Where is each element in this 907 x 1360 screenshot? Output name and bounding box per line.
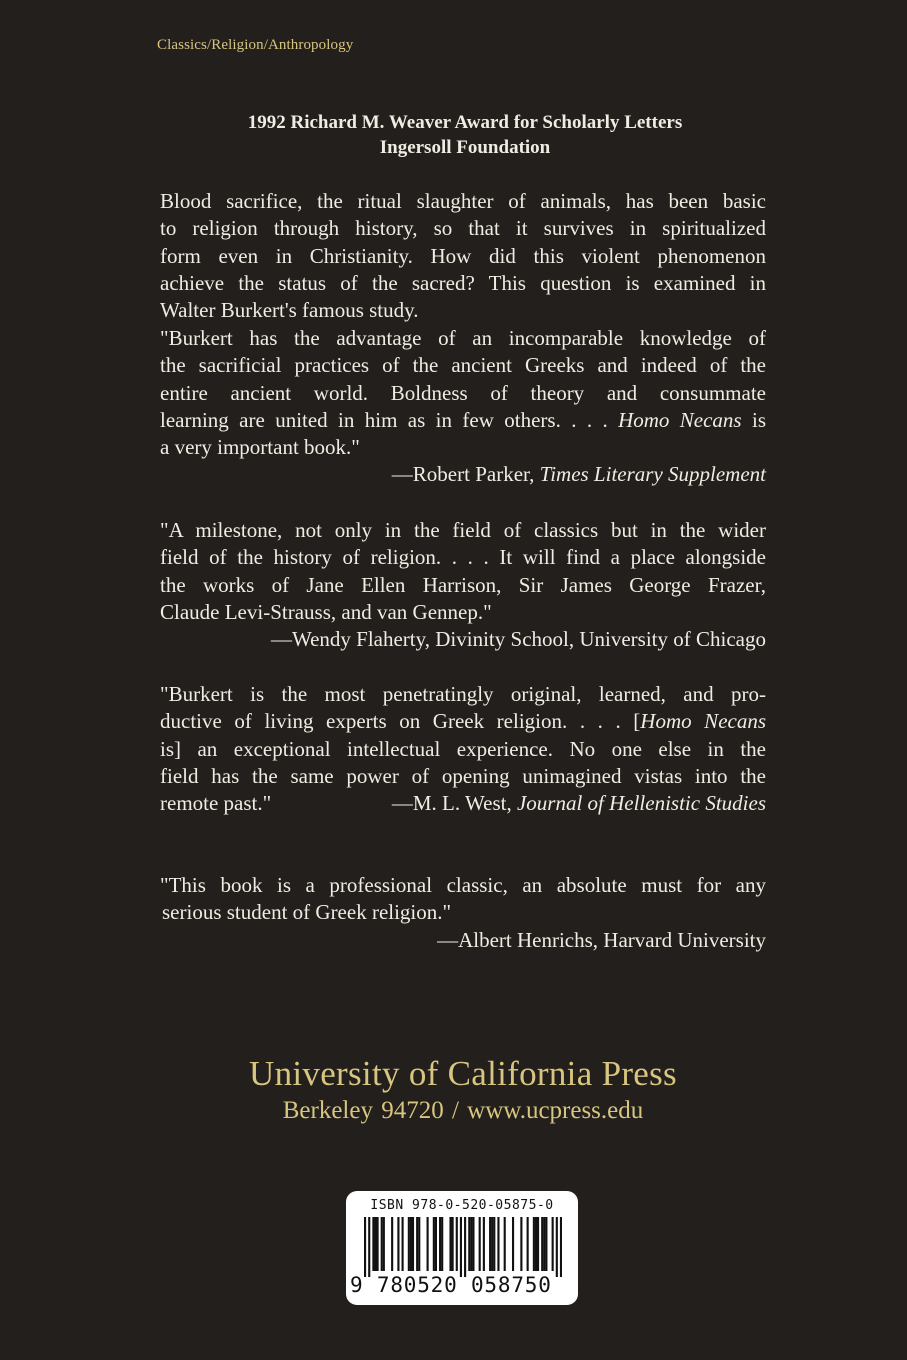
- barcode-bar: [397, 1217, 399, 1271]
- barcode-bar: [374, 1217, 376, 1271]
- quote-line: a very important book.": [160, 435, 360, 460]
- barcode-bar: [527, 1217, 529, 1271]
- quote-line: [160, 708, 766, 735]
- quote-attribution: [392, 790, 766, 817]
- quote-line: the sacrificial practices of the ancient Greeks and indeed of the: [160, 353, 766, 378]
- attribution-source: Times Literary Supplement: [539, 462, 766, 487]
- description-line: form even in Christianity. How did this violent phenomenon: [160, 243, 766, 268]
- barcode-bar: [427, 1217, 429, 1271]
- barcode-bar: [464, 1217, 466, 1277]
- barcode-bar: [472, 1217, 474, 1271]
- barcode-bar: [537, 1217, 539, 1271]
- barcode-bar: [383, 1217, 385, 1271]
- barcode-bar: [512, 1217, 514, 1271]
- barcode-bar: [435, 1217, 437, 1271]
- attribution-name: —Robert Parker,: [391, 462, 540, 487]
- quote-henrichs: [160, 872, 766, 954]
- quote-text: ductive of living experts on Greek religion. . . . [: [160, 709, 641, 734]
- barcode-digits: 9 780520 058750: [350, 1273, 552, 1297]
- quote-attribution: —Wendy Flaherty, Divinity School, University of Chicago: [270, 627, 766, 652]
- barcode-bar: [416, 1217, 418, 1271]
- quote-line: entire ancient world. Boldness of theory and consummate: [160, 380, 766, 405]
- barcode-bar: [433, 1217, 435, 1271]
- attribution-name: —M. L. West,: [391, 791, 517, 816]
- isbn-label: ISBN 978-0-520-05875-0: [370, 1198, 554, 1213]
- quote-text: learning are united in him as in few others. . . .: [160, 407, 619, 432]
- barcode-bar: [520, 1217, 522, 1271]
- quote-text: is: [741, 407, 766, 432]
- barcode-bar: [456, 1217, 458, 1271]
- barcode-bar: [535, 1217, 537, 1271]
- book-title: Homo Necans: [640, 709, 767, 734]
- quote-west: [160, 681, 766, 817]
- book-title: Homo Necans: [618, 407, 742, 432]
- barcode-bar: [439, 1217, 441, 1271]
- description-line: Blood sacrifice, the ritual slaughter of animals, has been basic: [160, 189, 766, 213]
- barcode-bar: [541, 1217, 543, 1271]
- barcode-bar: [491, 1217, 493, 1271]
- barcode-bar: [560, 1217, 562, 1277]
- barcode-bar: [533, 1217, 535, 1271]
- publisher-name: University of California Press: [249, 1054, 677, 1093]
- description-line: Walter Burkert's famous study.: [160, 298, 419, 323]
- description-line: to religion through history, so that it survives in spiritualized: [160, 216, 766, 241]
- barcode-bar: [412, 1217, 414, 1271]
- barcode-bars: [364, 1217, 562, 1277]
- barcode-bar: [552, 1217, 554, 1271]
- award-foundation: Ingersoll Foundation: [379, 137, 551, 158]
- barcode-bar: [368, 1217, 370, 1277]
- description-paragraph: [160, 188, 766, 324]
- quote-line: "Burkert is the most penetratingly original, learned, and pro-: [160, 682, 766, 706]
- quote-line: [160, 790, 766, 817]
- barcode-bar: [364, 1217, 366, 1277]
- quote-line: "A milestone, not only in the field of classics but in the wider: [160, 518, 766, 542]
- attribution-source: Journal of Hellenistic Studies: [516, 791, 766, 816]
- quote-line: is] an exceptional intellectual experience. No one else in the: [160, 736, 766, 761]
- quote-attribution: [160, 461, 766, 488]
- barcode-bar: [460, 1217, 462, 1277]
- barcode-bar: [372, 1217, 374, 1271]
- barcode-bar: [504, 1217, 506, 1271]
- barcode-bar: [479, 1217, 481, 1271]
- barcode-bar: [449, 1217, 451, 1271]
- category-label: Classics/Religion/Anthropology: [157, 37, 354, 53]
- barcode-bar: [391, 1217, 393, 1271]
- quote-line: field has the same power of opening unimagined vistas into the: [160, 763, 766, 788]
- barcode-bar: [489, 1217, 491, 1271]
- barcode-bar: [402, 1217, 404, 1271]
- quote-line: Claude Levi-Strauss, and van Gennep.": [160, 599, 492, 624]
- quote-line: [160, 407, 766, 434]
- quote-text: remote past.": [160, 791, 272, 816]
- barcode-bar: [468, 1217, 470, 1271]
- quote-line: "Burkert has the advantage of an incomparable knowledge of: [160, 326, 766, 350]
- description-line: achieve the status of the sacred? This question is examined in: [160, 270, 766, 295]
- quote-line: serious student of Greek religion.": [162, 900, 452, 925]
- barcode-bar: [556, 1217, 558, 1277]
- barcode-bar: [543, 1217, 545, 1271]
- barcode-bar: [441, 1217, 443, 1271]
- quote-flaherty: [160, 517, 766, 653]
- barcode-bar: [410, 1217, 412, 1271]
- barcode-bar: [470, 1217, 472, 1271]
- quote-line: "This book is a professional classic, an absolute must for any: [160, 873, 766, 897]
- barcode-bar: [497, 1217, 499, 1271]
- barcode-bar: [408, 1217, 410, 1271]
- isbn-barcode: [346, 1191, 578, 1305]
- award-title: 1992 Richard M. Weaver Award for Scholarly Letters: [247, 112, 683, 133]
- quote-line: field of the history of religion. . . . It will find a place alongside: [160, 545, 766, 570]
- barcode-bar: [483, 1217, 485, 1271]
- barcode-bar: [381, 1217, 383, 1271]
- quote-parker: [160, 325, 766, 489]
- quote-attribution: —Albert Henrichs, Harvard University: [437, 927, 766, 952]
- barcode-bar: [545, 1217, 547, 1271]
- barcode-bar: [452, 1217, 454, 1271]
- publisher-address: Berkeley 94720 / www.ucpress.edu: [282, 1097, 644, 1124]
- quote-line: the works of Jane Ellen Harrison, Sir James George Frazer,: [160, 572, 766, 597]
- barcode-bar: [377, 1217, 379, 1271]
- barcode-bar: [493, 1217, 495, 1271]
- barcode-bar: [418, 1217, 420, 1271]
